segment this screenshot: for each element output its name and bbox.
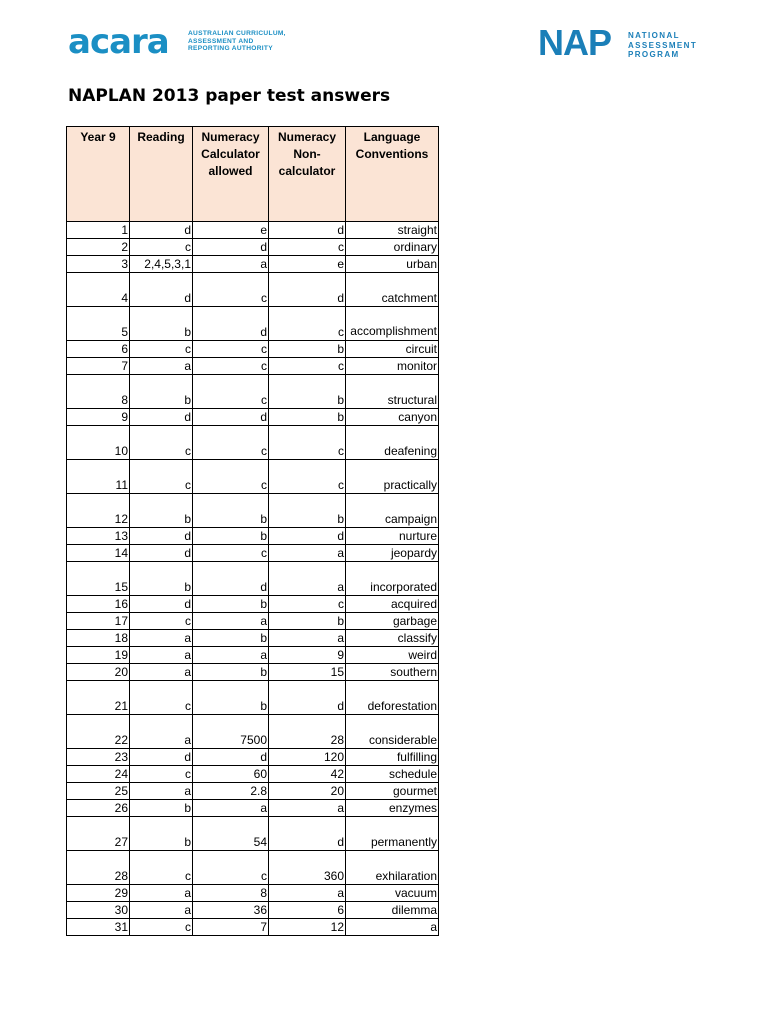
table-row	[67, 681, 439, 715]
language-answer-cell: catchment	[346, 273, 439, 307]
table-row	[67, 919, 439, 936]
non-calculator-answer-cell: 6	[269, 902, 346, 919]
nap-wordmark: NAP	[538, 22, 612, 63]
non-calculator-answer-cell: a	[269, 885, 346, 902]
calculator-answer-cell: c	[193, 460, 269, 494]
language-answer-cell: ordinary	[346, 239, 439, 256]
language-answer-cell: accomplishment	[346, 307, 439, 341]
table-row	[67, 307, 439, 341]
language-answer-cell: enzymes	[346, 800, 439, 817]
non-calculator-answer-cell: c	[269, 460, 346, 494]
table-row	[67, 800, 439, 817]
table-row	[67, 613, 439, 630]
calculator-answer-cell: b	[193, 630, 269, 647]
question-number-cell: 20	[67, 664, 130, 681]
question-number-cell: 18	[67, 630, 130, 647]
acara-subtitle	[188, 30, 358, 53]
calculator-answer-cell: a	[193, 800, 269, 817]
acara-subtitle-line: AUSTRALIAN CURRICULUM,	[188, 30, 286, 37]
reading-answer-cell: b	[130, 562, 193, 596]
language-answer-cell: dilemma	[346, 902, 439, 919]
language-answer-cell: fulfilling	[346, 749, 439, 766]
language-answer-cell: jeopardy	[346, 545, 439, 562]
question-number-cell: 24	[67, 766, 130, 783]
calculator-answer-cell: b	[193, 664, 269, 681]
non-calculator-answer-cell: 20	[269, 783, 346, 800]
column-header-reading: Reading	[130, 127, 193, 222]
calculator-answer-cell: b	[193, 494, 269, 528]
non-calculator-answer-cell: e	[269, 256, 346, 273]
non-calculator-answer-cell: b	[269, 613, 346, 630]
reading-answer-cell: b	[130, 817, 193, 851]
table-row	[67, 528, 439, 545]
calculator-answer-cell: 7	[193, 919, 269, 936]
nap-subtitle-line: ASSESSMENT	[628, 40, 698, 50]
question-number-cell: 6	[67, 341, 130, 358]
language-answer-cell: monitor	[346, 358, 439, 375]
language-answer-cell: garbage	[346, 613, 439, 630]
reading-answer-cell: a	[130, 885, 193, 902]
calculator-answer-cell: c	[193, 341, 269, 358]
language-answer-cell: considerable	[346, 715, 439, 749]
calculator-answer-cell: c	[193, 273, 269, 307]
reading-answer-cell: b	[130, 375, 193, 409]
table-header-row	[67, 127, 439, 222]
language-answer-cell: incorporated	[346, 562, 439, 596]
non-calculator-answer-cell: a	[269, 800, 346, 817]
question-number-cell: 23	[67, 749, 130, 766]
reading-answer-cell: a	[130, 630, 193, 647]
non-calculator-answer-cell: b	[269, 409, 346, 426]
question-number-cell: 13	[67, 528, 130, 545]
table-row	[67, 460, 439, 494]
question-number-cell: 5	[67, 307, 130, 341]
calculator-answer-cell: 2.8	[193, 783, 269, 800]
table-row	[67, 851, 439, 885]
calculator-answer-cell: b	[193, 528, 269, 545]
question-number-cell: 21	[67, 681, 130, 715]
language-answer-cell: circuit	[346, 341, 439, 358]
table-row	[67, 494, 439, 528]
calculator-answer-cell: c	[193, 426, 269, 460]
non-calculator-answer-cell: a	[269, 562, 346, 596]
reading-answer-cell: d	[130, 222, 193, 239]
answers-table	[66, 126, 439, 936]
reading-answer-cell: c	[130, 460, 193, 494]
language-answer-cell: canyon	[346, 409, 439, 426]
reading-answer-cell: 2,4,5,3,1	[130, 256, 193, 273]
question-number-cell: 8	[67, 375, 130, 409]
question-number-cell: 22	[67, 715, 130, 749]
language-answer-cell: gourmet	[346, 783, 439, 800]
language-answer-cell: acquired	[346, 596, 439, 613]
column-header-numeracy-non-calculator: Numeracy Non-calculator	[269, 127, 346, 222]
question-number-cell: 27	[67, 817, 130, 851]
reading-answer-cell: c	[130, 766, 193, 783]
non-calculator-answer-cell: a	[269, 545, 346, 562]
language-answer-cell: nurture	[346, 528, 439, 545]
table-row	[67, 239, 439, 256]
non-calculator-answer-cell: b	[269, 494, 346, 528]
non-calculator-answer-cell: 120	[269, 749, 346, 766]
reading-answer-cell: b	[130, 494, 193, 528]
question-number-cell: 25	[67, 783, 130, 800]
table-row	[67, 647, 439, 664]
table-row	[67, 273, 439, 307]
language-answer-cell: exhilaration	[346, 851, 439, 885]
calculator-answer-cell: 36	[193, 902, 269, 919]
calculator-answer-cell: a	[193, 256, 269, 273]
calculator-answer-cell: d	[193, 562, 269, 596]
reading-answer-cell: c	[130, 919, 193, 936]
reading-answer-cell: c	[130, 613, 193, 630]
page-title: NAPLAN 2013 paper test answers	[68, 86, 391, 106]
reading-answer-cell: a	[130, 715, 193, 749]
non-calculator-answer-cell: a	[269, 630, 346, 647]
question-number-cell: 26	[67, 800, 130, 817]
language-answer-cell: urban	[346, 256, 439, 273]
calculator-answer-cell: d	[193, 239, 269, 256]
language-answer-cell: deafening	[346, 426, 439, 460]
language-answer-cell: southern	[346, 664, 439, 681]
question-number-cell: 1	[67, 222, 130, 239]
question-number-cell: 15	[67, 562, 130, 596]
acara-subtitle-line: ASSESSMENT AND	[188, 37, 254, 45]
table-row	[67, 375, 439, 409]
reading-answer-cell: c	[130, 851, 193, 885]
reading-answer-cell: a	[130, 783, 193, 800]
reading-answer-cell: d	[130, 409, 193, 426]
nap-subtitle-line: NATIONAL	[628, 31, 680, 40]
question-number-cell: 4	[67, 273, 130, 307]
question-number-cell: 30	[67, 902, 130, 919]
reading-answer-cell: a	[130, 664, 193, 681]
non-calculator-answer-cell: b	[269, 375, 346, 409]
non-calculator-answer-cell: 12	[269, 919, 346, 936]
non-calculator-answer-cell: d	[269, 528, 346, 545]
table-row	[67, 902, 439, 919]
column-header-numeracy-calculator: Numeracy Calculator allowed	[193, 127, 269, 222]
calculator-answer-cell: c	[193, 358, 269, 375]
question-number-cell: 29	[67, 885, 130, 902]
language-answer-cell: vacuum	[346, 885, 439, 902]
reading-answer-cell: c	[130, 239, 193, 256]
acara-subtitle-line: REPORTING AUTHORITY	[188, 45, 273, 53]
non-calculator-answer-cell: c	[269, 596, 346, 613]
language-answer-cell: deforestation	[346, 681, 439, 715]
table-row	[67, 341, 439, 358]
non-calculator-answer-cell: c	[269, 426, 346, 460]
table-row	[67, 766, 439, 783]
non-calculator-answer-cell: 9	[269, 647, 346, 664]
column-header-language-conventions: Language Conventions	[346, 127, 439, 222]
calculator-answer-cell: c	[193, 851, 269, 885]
language-answer-cell: practically	[346, 460, 439, 494]
table-row	[67, 222, 439, 239]
non-calculator-answer-cell: 42	[269, 766, 346, 783]
non-calculator-answer-cell: b	[269, 341, 346, 358]
non-calculator-answer-cell: 15	[269, 664, 346, 681]
reading-answer-cell: d	[130, 596, 193, 613]
question-number-cell: 11	[67, 460, 130, 494]
column-header-year: Year 9	[67, 127, 130, 222]
reading-answer-cell: b	[130, 307, 193, 341]
calculator-answer-cell: c	[193, 545, 269, 562]
calculator-answer-cell: 60	[193, 766, 269, 783]
table-row	[67, 596, 439, 613]
reading-answer-cell: c	[130, 426, 193, 460]
question-number-cell: 31	[67, 919, 130, 936]
reading-answer-cell: d	[130, 528, 193, 545]
language-answer-cell: structural	[346, 375, 439, 409]
question-number-cell: 2	[67, 239, 130, 256]
question-number-cell: 12	[67, 494, 130, 528]
calculator-answer-cell: d	[193, 409, 269, 426]
table-row	[67, 630, 439, 647]
non-calculator-answer-cell: d	[269, 222, 346, 239]
calculator-answer-cell: a	[193, 613, 269, 630]
question-number-cell: 14	[67, 545, 130, 562]
table-row	[67, 817, 439, 851]
table-row	[67, 358, 439, 375]
question-number-cell: 28	[67, 851, 130, 885]
calculator-answer-cell: 8	[193, 885, 269, 902]
answers-table-body	[67, 222, 439, 936]
reading-answer-cell: d	[130, 273, 193, 307]
language-answer-cell: campaign	[346, 494, 439, 528]
non-calculator-answer-cell: d	[269, 817, 346, 851]
question-number-cell: 9	[67, 409, 130, 426]
table-row	[67, 562, 439, 596]
table-row	[67, 885, 439, 902]
language-answer-cell: a	[346, 919, 439, 936]
nap-subtitle	[628, 31, 697, 60]
reading-answer-cell: c	[130, 341, 193, 358]
non-calculator-answer-cell: c	[269, 307, 346, 341]
non-calculator-answer-cell: c	[269, 239, 346, 256]
question-number-cell: 7	[67, 358, 130, 375]
table-row	[67, 783, 439, 800]
acara-wordmark: acara	[68, 22, 169, 62]
question-number-cell: 16	[67, 596, 130, 613]
reading-answer-cell: d	[130, 749, 193, 766]
calculator-answer-cell: a	[193, 647, 269, 664]
calculator-answer-cell: d	[193, 749, 269, 766]
calculator-answer-cell: c	[193, 375, 269, 409]
table-row	[67, 256, 439, 273]
non-calculator-answer-cell: 360	[269, 851, 346, 885]
table-row	[67, 715, 439, 749]
reading-answer-cell: a	[130, 902, 193, 919]
calculator-answer-cell: d	[193, 307, 269, 341]
reading-answer-cell: c	[130, 681, 193, 715]
calculator-answer-cell: b	[193, 596, 269, 613]
reading-answer-cell: d	[130, 545, 193, 562]
language-answer-cell: permanently	[346, 817, 439, 851]
calculator-answer-cell: b	[193, 681, 269, 715]
reading-answer-cell: b	[130, 800, 193, 817]
language-answer-cell: classify	[346, 630, 439, 647]
non-calculator-answer-cell: 28	[269, 715, 346, 749]
table-row	[67, 409, 439, 426]
question-number-cell: 19	[67, 647, 130, 664]
page-header	[0, 0, 768, 75]
non-calculator-answer-cell: c	[269, 358, 346, 375]
language-answer-cell: straight	[346, 222, 439, 239]
calculator-answer-cell: 7500	[193, 715, 269, 749]
question-number-cell: 10	[67, 426, 130, 460]
table-row	[67, 426, 439, 460]
non-calculator-answer-cell: d	[269, 681, 346, 715]
language-answer-cell: weird	[346, 647, 439, 664]
table-row	[67, 664, 439, 681]
reading-answer-cell: a	[130, 647, 193, 664]
question-number-cell: 3	[67, 256, 130, 273]
language-answer-cell: schedule	[346, 766, 439, 783]
nap-subtitle-line: PROGRAM	[628, 50, 680, 59]
table-row	[67, 749, 439, 766]
table-row	[67, 545, 439, 562]
calculator-answer-cell: e	[193, 222, 269, 239]
non-calculator-answer-cell: d	[269, 273, 346, 307]
calculator-answer-cell: 54	[193, 817, 269, 851]
question-number-cell: 17	[67, 613, 130, 630]
reading-answer-cell: a	[130, 358, 193, 375]
